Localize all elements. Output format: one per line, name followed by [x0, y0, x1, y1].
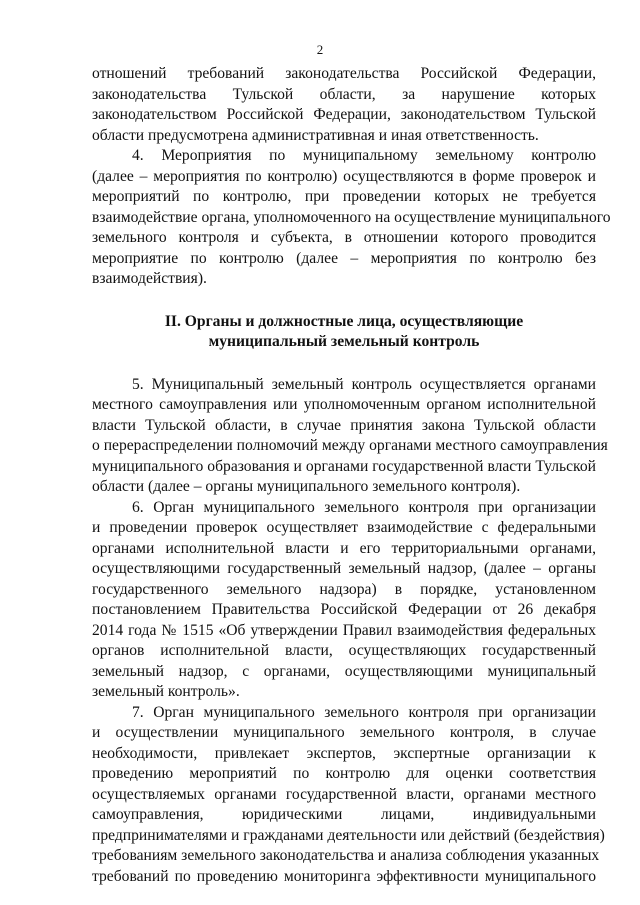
text-line: муниципального образования и органами государственной власти Тульской [92, 457, 596, 475]
text-line: законодательства Тульской области, за нарушение которых [92, 85, 596, 103]
text-line: мероприятие по контролю (далее – мероприятия по контролю без [92, 249, 596, 267]
text-line: о перераспределении полномочий между органами местного самоуправления [92, 437, 608, 454]
text-line: области предусмотрена административная и иная ответственность. [92, 126, 539, 144]
text-line: постановлением Правительства Российской Федерации от 26 декабря [92, 601, 596, 618]
text-line: предпринимателями и гражданами деятельности или действий (бездействия) [92, 826, 605, 844]
paragraph-continuation [92, 64, 596, 146]
text-line: законодательством Российской Федерации, законодательством Тульской [92, 106, 596, 123]
paragraph-item-6 [92, 498, 596, 703]
text-line: самоуправления, юридическими лицами, индивидуальными [92, 806, 596, 823]
text-line: 4. Мероприятия по муниципальному земельному контролю [132, 147, 596, 164]
text-line: 6. Орган муниципального земельного контроля при организации [132, 498, 596, 516]
text-line: земельный надзор, с органами, осуществляющими муниципальный [92, 662, 596, 680]
text-line: 5. Муниципальный земельный контроль осуществляется органами [132, 375, 596, 393]
text-line: земельного контроля и субъекта, в отношении которого проводится [92, 229, 596, 246]
spacer [92, 290, 596, 312]
text-line: области (далее – органы муниципального земельного контроля). [92, 478, 521, 495]
text-line: необходимости, привлекает экспертов, экспертные организации к [92, 744, 596, 762]
section-heading-line: II. Органы и должностные лица, осуществляющие [164, 312, 524, 330]
text-line: государственного земельного надзора) в порядке, установленном [92, 580, 596, 598]
spacer [92, 353, 596, 375]
text-line: требованиям земельного законодательства и анализа соблюдения указанных [92, 847, 600, 864]
text-line: власти Тульской области, в случае принятия закона Тульской области [92, 416, 596, 434]
document-body [92, 64, 611, 887]
text-line: 2014 года № 1515 «Об утверждении Правил взаимодействия федеральных [92, 621, 596, 639]
section-heading [92, 312, 596, 353]
paragraph-item-4 [92, 146, 611, 290]
text-line: взаимодействия). [92, 270, 207, 287]
paragraph-item-5 [92, 375, 608, 498]
text-line: мероприятий по контролю, при проведении которых не требуется [92, 188, 596, 205]
text-line: органами исполнительной власти и его территориальными органами, [92, 539, 596, 557]
section-heading-line: муниципальный земельный контроль [208, 333, 480, 350]
text-line: и осуществлении муниципального земельного контроля, в случае [92, 724, 596, 741]
text-line: осуществляющими государственный земельный надзор, (далее – органы [92, 560, 596, 577]
text-line: местного самоуправления или уполномоченным органом исполнительной [92, 396, 596, 413]
text-line: отношений требований законодательства Российской Федерации, [92, 65, 596, 82]
text-line: органов исполнительной власти, осуществляющих государственный [92, 642, 596, 659]
text-line: осуществляемых органами государственной власти, органами местного [92, 785, 596, 803]
text-line: требований по проведению мониторинга эффективности муниципального [92, 867, 596, 885]
text-line: взаимодействие органа, уполномоченного на осуществление муниципального [92, 208, 611, 226]
text-line: проведению мероприятий по контролю для оценки соответствия [92, 765, 596, 782]
page-number: 2 [316, 42, 324, 57]
text-line: и проведении проверок осуществляет взаимодействие с федеральными [92, 519, 596, 536]
text-line: (далее – мероприятия по контролю) осуществляются в форме проверок и [92, 167, 596, 185]
text-line: 7. Орган муниципального земельного контроля при организации [132, 703, 596, 721]
paragraph-item-7 [92, 703, 605, 888]
text-line: земельный контроль». [92, 683, 240, 700]
